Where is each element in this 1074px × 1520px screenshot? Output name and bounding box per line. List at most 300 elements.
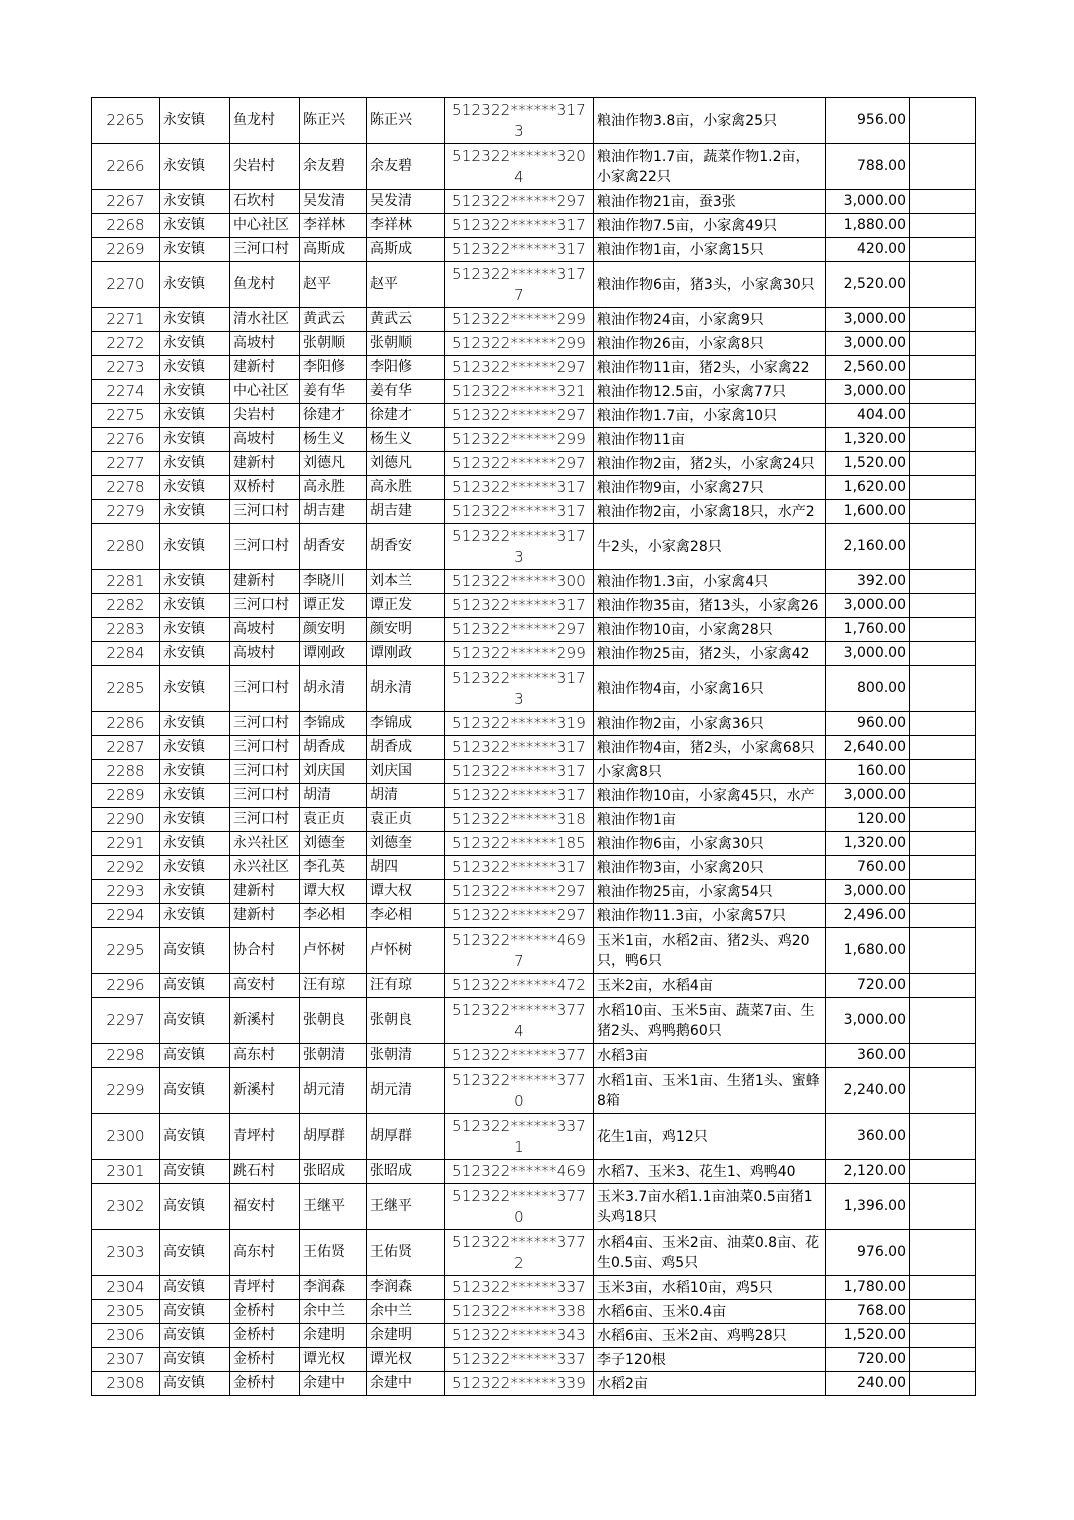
applicant-name-cell: 张昭成	[300, 1160, 367, 1184]
table-row	[92, 594, 976, 618]
table-row	[92, 1230, 976, 1276]
remark-cell	[910, 832, 976, 856]
applicant-name-cell: 吴发清	[300, 190, 367, 214]
remark-cell	[910, 1348, 976, 1372]
production-description-cell: 水稻6亩、玉米2亩、鸡鸭28只	[594, 1324, 826, 1348]
town-cell: 永安镇	[160, 736, 230, 760]
payee-name-cell: 高斯成	[367, 238, 445, 262]
row-number-cell: 2284	[92, 642, 160, 666]
payee-name-cell: 谭刚政	[367, 642, 445, 666]
id-number-cell: 512322******3177	[445, 262, 594, 308]
remark-cell	[910, 238, 976, 262]
village-cell: 鱼龙村	[230, 98, 300, 144]
subsidy-amount-cell: 768.00	[826, 1300, 910, 1324]
payee-name-cell: 谭正发	[367, 594, 445, 618]
remark-cell	[910, 404, 976, 428]
remark-cell	[910, 356, 976, 380]
row-number-cell: 2300	[92, 1114, 160, 1160]
subsidy-amount-cell: 788.00	[826, 144, 910, 190]
applicant-name-cell: 张朝顺	[300, 332, 367, 356]
payee-name-cell: 胡四	[367, 856, 445, 880]
production-description-cell: 粮油作物1.7亩，蔬菜作物1.2亩，小家禽22只	[594, 144, 826, 190]
town-cell: 永安镇	[160, 570, 230, 594]
table-row	[92, 1114, 976, 1160]
applicant-name-cell: 刘庆国	[300, 760, 367, 784]
id-number-cell: 512322******3770	[445, 1068, 594, 1114]
subsidy-amount-cell: 392.00	[826, 570, 910, 594]
applicant-name-cell: 李祥林	[300, 214, 367, 238]
subsidy-amount-cell: 1,620.00	[826, 476, 910, 500]
village-cell: 福安村	[230, 1184, 300, 1230]
row-number-cell: 2280	[92, 524, 160, 570]
payee-name-cell: 李锦成	[367, 712, 445, 736]
row-number-cell: 2308	[92, 1372, 160, 1396]
subsidy-amount-cell: 360.00	[826, 1114, 910, 1160]
village-cell: 建新村	[230, 452, 300, 476]
id-number-cell: 512322******299	[445, 308, 594, 332]
row-number-cell: 2268	[92, 214, 160, 238]
id-number-cell: 512322******3173	[445, 524, 594, 570]
payee-name-cell: 赵平	[367, 262, 445, 308]
production-description-cell: 玉米3亩，水稻10亩，鸡5只	[594, 1276, 826, 1300]
town-cell: 高安镇	[160, 1184, 230, 1230]
applicant-name-cell: 李必相	[300, 904, 367, 928]
table-row	[92, 642, 976, 666]
row-number-cell: 2297	[92, 998, 160, 1044]
applicant-name-cell: 刘德奎	[300, 832, 367, 856]
remark-cell	[910, 524, 976, 570]
applicant-name-cell: 李锦成	[300, 712, 367, 736]
row-number-cell: 2286	[92, 712, 160, 736]
payee-name-cell: 李润森	[367, 1276, 445, 1300]
subsidy-amount-cell: 1,760.00	[826, 618, 910, 642]
id-number-cell: 512322******337	[445, 1348, 594, 1372]
subsidy-amount-cell: 3,000.00	[826, 998, 910, 1044]
town-cell: 永安镇	[160, 144, 230, 190]
payee-name-cell: 刘德凡	[367, 452, 445, 476]
production-description-cell: 粮油作物3.8亩，小家禽25只	[594, 98, 826, 144]
production-description-cell: 粮油作物11亩，猪2头，小家禽22	[594, 356, 826, 380]
town-cell: 永安镇	[160, 308, 230, 332]
applicant-name-cell: 胡厚群	[300, 1114, 367, 1160]
row-number-cell: 2278	[92, 476, 160, 500]
row-number-cell: 2295	[92, 928, 160, 974]
subsidy-amount-cell: 760.00	[826, 856, 910, 880]
village-cell: 金桥村	[230, 1324, 300, 1348]
village-cell: 金桥村	[230, 1300, 300, 1324]
table-row	[92, 736, 976, 760]
remark-cell	[910, 332, 976, 356]
production-description-cell: 水稻3亩	[594, 1044, 826, 1068]
applicant-name-cell: 李阳修	[300, 356, 367, 380]
id-number-cell: 512322******317	[445, 476, 594, 500]
production-description-cell: 粮油作物2亩，小家禽36只	[594, 712, 826, 736]
remark-cell	[910, 1184, 976, 1230]
remark-cell	[910, 476, 976, 500]
id-number-cell: 512322******297	[445, 880, 594, 904]
town-cell: 永安镇	[160, 190, 230, 214]
town-cell: 永安镇	[160, 452, 230, 476]
subsidy-amount-cell: 160.00	[826, 760, 910, 784]
row-number-cell: 2285	[92, 666, 160, 712]
table-row	[92, 380, 976, 404]
payee-name-cell: 陈正兴	[367, 98, 445, 144]
village-cell: 金桥村	[230, 1372, 300, 1396]
remark-cell	[910, 998, 976, 1044]
village-cell: 清水社区	[230, 308, 300, 332]
remark-cell	[910, 760, 976, 784]
payee-name-cell: 余建中	[367, 1372, 445, 1396]
payee-name-cell: 黄武云	[367, 308, 445, 332]
subsidy-amount-cell: 2,640.00	[826, 736, 910, 760]
payee-name-cell: 高永胜	[367, 476, 445, 500]
applicant-name-cell: 卢怀树	[300, 928, 367, 974]
remark-cell	[910, 1300, 976, 1324]
table-row	[92, 1324, 976, 1348]
table-row	[92, 476, 976, 500]
subsidy-amount-cell: 2,496.00	[826, 904, 910, 928]
applicant-name-cell: 胡永清	[300, 666, 367, 712]
village-cell: 永兴社区	[230, 832, 300, 856]
production-description-cell: 水稻4亩、玉米2亩、油菜0.8亩、花生0.5亩、鸡5只	[594, 1230, 826, 1276]
subsidy-amount-cell: 420.00	[826, 238, 910, 262]
row-number-cell: 2274	[92, 380, 160, 404]
applicant-name-cell: 黄武云	[300, 308, 367, 332]
id-number-cell: 512322******3770	[445, 1184, 594, 1230]
production-description-cell: 粮油作物25亩，小家禽54只	[594, 880, 826, 904]
production-description-cell: 玉米3.7亩水稻1.1亩油菜0.5亩猪1头鸡18只	[594, 1184, 826, 1230]
town-cell: 高安镇	[160, 998, 230, 1044]
id-number-cell: 512322******317	[445, 856, 594, 880]
table-row	[92, 262, 976, 308]
table-row	[92, 356, 976, 380]
payee-name-cell: 余友碧	[367, 144, 445, 190]
id-number-cell: 512322******338	[445, 1300, 594, 1324]
row-number-cell: 2291	[92, 832, 160, 856]
table-row	[92, 832, 976, 856]
applicant-name-cell: 徐建才	[300, 404, 367, 428]
table-row	[92, 452, 976, 476]
village-cell: 三河口村	[230, 784, 300, 808]
production-description-cell: 牛2头，小家禽28只	[594, 524, 826, 570]
row-number-cell: 2283	[92, 618, 160, 642]
subsidy-amount-cell: 3,000.00	[826, 594, 910, 618]
table-row	[92, 880, 976, 904]
subsidy-amount-cell: 1,320.00	[826, 428, 910, 452]
subsidy-amount-cell: 1,396.00	[826, 1184, 910, 1230]
applicant-name-cell: 李孔英	[300, 856, 367, 880]
subsidy-amount-cell: 1,680.00	[826, 928, 910, 974]
village-cell: 三河口村	[230, 524, 300, 570]
subsidy-amount-cell: 2,120.00	[826, 1160, 910, 1184]
production-description-cell: 粮油作物3亩，小家禽20只	[594, 856, 826, 880]
applicant-name-cell: 赵平	[300, 262, 367, 308]
production-description-cell: 粮油作物10亩，小家禽45只，水产	[594, 784, 826, 808]
table-row	[92, 190, 976, 214]
subsidy-amount-cell: 404.00	[826, 404, 910, 428]
production-description-cell: 粮油作物9亩，小家禽27只	[594, 476, 826, 500]
id-number-cell: 512322******318	[445, 808, 594, 832]
id-number-cell: 512322******317	[445, 214, 594, 238]
row-number-cell: 2269	[92, 238, 160, 262]
town-cell: 永安镇	[160, 594, 230, 618]
payee-name-cell: 张朝良	[367, 998, 445, 1044]
table-row	[92, 428, 976, 452]
production-description-cell: 玉米1亩，水稻2亩、猪2头、鸡20只，鸭6只	[594, 928, 826, 974]
village-cell: 新溪村	[230, 1068, 300, 1114]
id-number-cell: 512322******319	[445, 712, 594, 736]
production-description-cell: 粮油作物7.5亩，小家禽49只	[594, 214, 826, 238]
row-number-cell: 2294	[92, 904, 160, 928]
id-number-cell: 512322******3772	[445, 1230, 594, 1276]
village-cell: 中心社区	[230, 380, 300, 404]
row-number-cell: 2298	[92, 1044, 160, 1068]
production-description-cell: 粮油作物10亩，小家禽28只	[594, 618, 826, 642]
payee-name-cell: 卢怀树	[367, 928, 445, 974]
applicant-name-cell: 谭正发	[300, 594, 367, 618]
subsidy-amount-cell: 240.00	[826, 1372, 910, 1396]
town-cell: 永安镇	[160, 332, 230, 356]
subsidy-amount-cell: 120.00	[826, 808, 910, 832]
table-row	[92, 904, 976, 928]
town-cell: 永安镇	[160, 880, 230, 904]
applicant-name-cell: 杨生义	[300, 428, 367, 452]
town-cell: 高安镇	[160, 974, 230, 998]
town-cell: 高安镇	[160, 1276, 230, 1300]
remark-cell	[910, 214, 976, 238]
production-description-cell: 李子120根	[594, 1348, 826, 1372]
village-cell: 新溪村	[230, 998, 300, 1044]
village-cell: 永兴社区	[230, 856, 300, 880]
village-cell: 建新村	[230, 570, 300, 594]
production-description-cell: 小家禽8只	[594, 760, 826, 784]
row-number-cell: 2293	[92, 880, 160, 904]
remark-cell	[910, 98, 976, 144]
village-cell: 跳石村	[230, 1160, 300, 1184]
remark-cell	[910, 1372, 976, 1396]
village-cell: 高坡村	[230, 642, 300, 666]
id-number-cell: 512322******339	[445, 1372, 594, 1396]
remark-cell	[910, 262, 976, 308]
village-cell: 高坡村	[230, 618, 300, 642]
applicant-name-cell: 余建中	[300, 1372, 367, 1396]
production-description-cell: 粮油作物24亩，小家禽9只	[594, 308, 826, 332]
table-row	[92, 1348, 976, 1372]
id-number-cell: 512322******317	[445, 784, 594, 808]
applicant-name-cell: 颜安明	[300, 618, 367, 642]
table-row	[92, 238, 976, 262]
village-cell: 青坪村	[230, 1276, 300, 1300]
town-cell: 永安镇	[160, 238, 230, 262]
production-description-cell: 粮油作物4亩，猪2头，小家禽68只	[594, 736, 826, 760]
table-row	[92, 404, 976, 428]
payee-name-cell: 胡清	[367, 784, 445, 808]
id-number-cell: 512322******4697	[445, 928, 594, 974]
id-number-cell: 512322******472	[445, 974, 594, 998]
table-row	[92, 1160, 976, 1184]
id-number-cell: 512322******3774	[445, 998, 594, 1044]
village-cell: 建新村	[230, 904, 300, 928]
id-number-cell: 512322******300	[445, 570, 594, 594]
remark-cell	[910, 452, 976, 476]
subsidy-amount-cell: 2,160.00	[826, 524, 910, 570]
table-row	[92, 712, 976, 736]
payee-name-cell: 王佑贤	[367, 1230, 445, 1276]
production-description-cell: 水稻2亩	[594, 1372, 826, 1396]
payee-name-cell: 谭光权	[367, 1348, 445, 1372]
subsidy-amount-cell: 720.00	[826, 1348, 910, 1372]
applicant-name-cell: 胡香安	[300, 524, 367, 570]
town-cell: 高安镇	[160, 1348, 230, 1372]
town-cell: 永安镇	[160, 524, 230, 570]
town-cell: 永安镇	[160, 856, 230, 880]
town-cell: 永安镇	[160, 380, 230, 404]
remark-cell	[910, 642, 976, 666]
table-row	[92, 524, 976, 570]
id-number-cell: 512322******337	[445, 1276, 594, 1300]
production-description-cell: 粮油作物26亩，小家禽8只	[594, 332, 826, 356]
village-cell: 建新村	[230, 880, 300, 904]
town-cell: 高安镇	[160, 1044, 230, 1068]
payee-name-cell: 胡吉建	[367, 500, 445, 524]
remark-cell	[910, 784, 976, 808]
subsidy-amount-cell: 956.00	[826, 98, 910, 144]
table-row	[92, 808, 976, 832]
village-cell: 鱼龙村	[230, 262, 300, 308]
town-cell: 永安镇	[160, 784, 230, 808]
row-number-cell: 2290	[92, 808, 160, 832]
id-number-cell: 512322******297	[445, 190, 594, 214]
row-number-cell: 2296	[92, 974, 160, 998]
production-description-cell: 水稻7、玉米3、花生1、鸡鸭40	[594, 1160, 826, 1184]
id-number-cell: 512322******3204	[445, 144, 594, 190]
id-number-cell: 512322******297	[445, 404, 594, 428]
subsidy-amount-cell: 1,320.00	[826, 832, 910, 856]
table-row	[92, 1372, 976, 1396]
row-number-cell: 2299	[92, 1068, 160, 1114]
id-number-cell: 512322******317	[445, 238, 594, 262]
production-description-cell: 粮油作物1.3亩，小家禽4只	[594, 570, 826, 594]
row-number-cell: 2301	[92, 1160, 160, 1184]
village-cell: 青坪村	[230, 1114, 300, 1160]
row-number-cell: 2272	[92, 332, 160, 356]
remark-cell	[910, 428, 976, 452]
table-row	[92, 1184, 976, 1230]
id-number-cell: 512322******297	[445, 452, 594, 476]
id-number-cell: 512322******3173	[445, 666, 594, 712]
subsidy-amount-cell: 1,520.00	[826, 452, 910, 476]
remark-cell	[910, 618, 976, 642]
applicant-name-cell: 王佑贤	[300, 1230, 367, 1276]
remark-cell	[910, 880, 976, 904]
subsidy-amount-cell: 3,000.00	[826, 642, 910, 666]
row-number-cell: 2304	[92, 1276, 160, 1300]
id-number-cell: 512322******321	[445, 380, 594, 404]
row-number-cell: 2277	[92, 452, 160, 476]
subsidy-amount-cell: 1,880.00	[826, 214, 910, 238]
applicant-name-cell: 高斯成	[300, 238, 367, 262]
production-description-cell: 粮油作物35亩，猪13头，小家禽26	[594, 594, 826, 618]
payee-name-cell: 汪有琼	[367, 974, 445, 998]
payee-name-cell: 吴发清	[367, 190, 445, 214]
town-cell: 永安镇	[160, 214, 230, 238]
village-cell: 金桥村	[230, 1348, 300, 1372]
payee-name-cell: 姜有华	[367, 380, 445, 404]
village-cell: 石坎村	[230, 190, 300, 214]
town-cell: 高安镇	[160, 1160, 230, 1184]
applicant-name-cell: 姜有华	[300, 380, 367, 404]
remark-cell	[910, 308, 976, 332]
row-number-cell: 2303	[92, 1230, 160, 1276]
production-description-cell: 水稻10亩、玉米5亩、蔬菜7亩、生猪2头、鸡鸭鹅60只	[594, 998, 826, 1044]
applicant-name-cell: 胡清	[300, 784, 367, 808]
remark-cell	[910, 594, 976, 618]
subsidy-amount-cell: 976.00	[826, 1230, 910, 1276]
village-cell: 建新村	[230, 356, 300, 380]
town-cell: 永安镇	[160, 808, 230, 832]
applicant-name-cell: 李润森	[300, 1276, 367, 1300]
remark-cell	[910, 144, 976, 190]
applicant-name-cell: 余建明	[300, 1324, 367, 1348]
payee-name-cell: 胡永清	[367, 666, 445, 712]
id-number-cell: 512322******299	[445, 642, 594, 666]
row-number-cell: 2270	[92, 262, 160, 308]
id-number-cell: 512322******3371	[445, 1114, 594, 1160]
remark-cell	[910, 500, 976, 524]
table-row	[92, 570, 976, 594]
table-row	[92, 98, 976, 144]
production-description-cell: 粮油作物1亩，小家禽15只	[594, 238, 826, 262]
subsidy-amount-cell: 360.00	[826, 1044, 910, 1068]
applicant-name-cell: 陈正兴	[300, 98, 367, 144]
table-row	[92, 1068, 976, 1114]
payee-name-cell: 袁正贞	[367, 808, 445, 832]
table-row	[92, 500, 976, 524]
town-cell: 永安镇	[160, 832, 230, 856]
payee-name-cell: 余建明	[367, 1324, 445, 1348]
row-number-cell: 2306	[92, 1324, 160, 1348]
row-number-cell: 2302	[92, 1184, 160, 1230]
remark-cell	[910, 736, 976, 760]
remark-cell	[910, 666, 976, 712]
id-number-cell: 512322******297	[445, 356, 594, 380]
row-number-cell: 2292	[92, 856, 160, 880]
payee-name-cell: 徐建才	[367, 404, 445, 428]
subsidy-amount-cell: 3,000.00	[826, 784, 910, 808]
village-cell: 高东村	[230, 1044, 300, 1068]
town-cell: 高安镇	[160, 1114, 230, 1160]
village-cell: 三河口村	[230, 760, 300, 784]
town-cell: 永安镇	[160, 666, 230, 712]
applicant-name-cell: 袁正贞	[300, 808, 367, 832]
remark-cell	[910, 380, 976, 404]
id-number-cell: 512322******3173	[445, 98, 594, 144]
village-cell: 高坡村	[230, 428, 300, 452]
table-row	[92, 1276, 976, 1300]
id-number-cell: 512322******317	[445, 500, 594, 524]
town-cell: 高安镇	[160, 1068, 230, 1114]
id-number-cell: 512322******469	[445, 1160, 594, 1184]
table-row	[92, 1300, 976, 1324]
production-description-cell: 粮油作物11亩	[594, 428, 826, 452]
table-row	[92, 1044, 976, 1068]
production-description-cell: 粮油作物6亩，小家禽30只	[594, 832, 826, 856]
production-description-cell: 粮油作物11.3亩，小家禽57只	[594, 904, 826, 928]
remark-cell	[910, 928, 976, 974]
table-row	[92, 214, 976, 238]
subsidy-amount-cell: 800.00	[826, 666, 910, 712]
applicant-name-cell: 王继平	[300, 1184, 367, 1230]
